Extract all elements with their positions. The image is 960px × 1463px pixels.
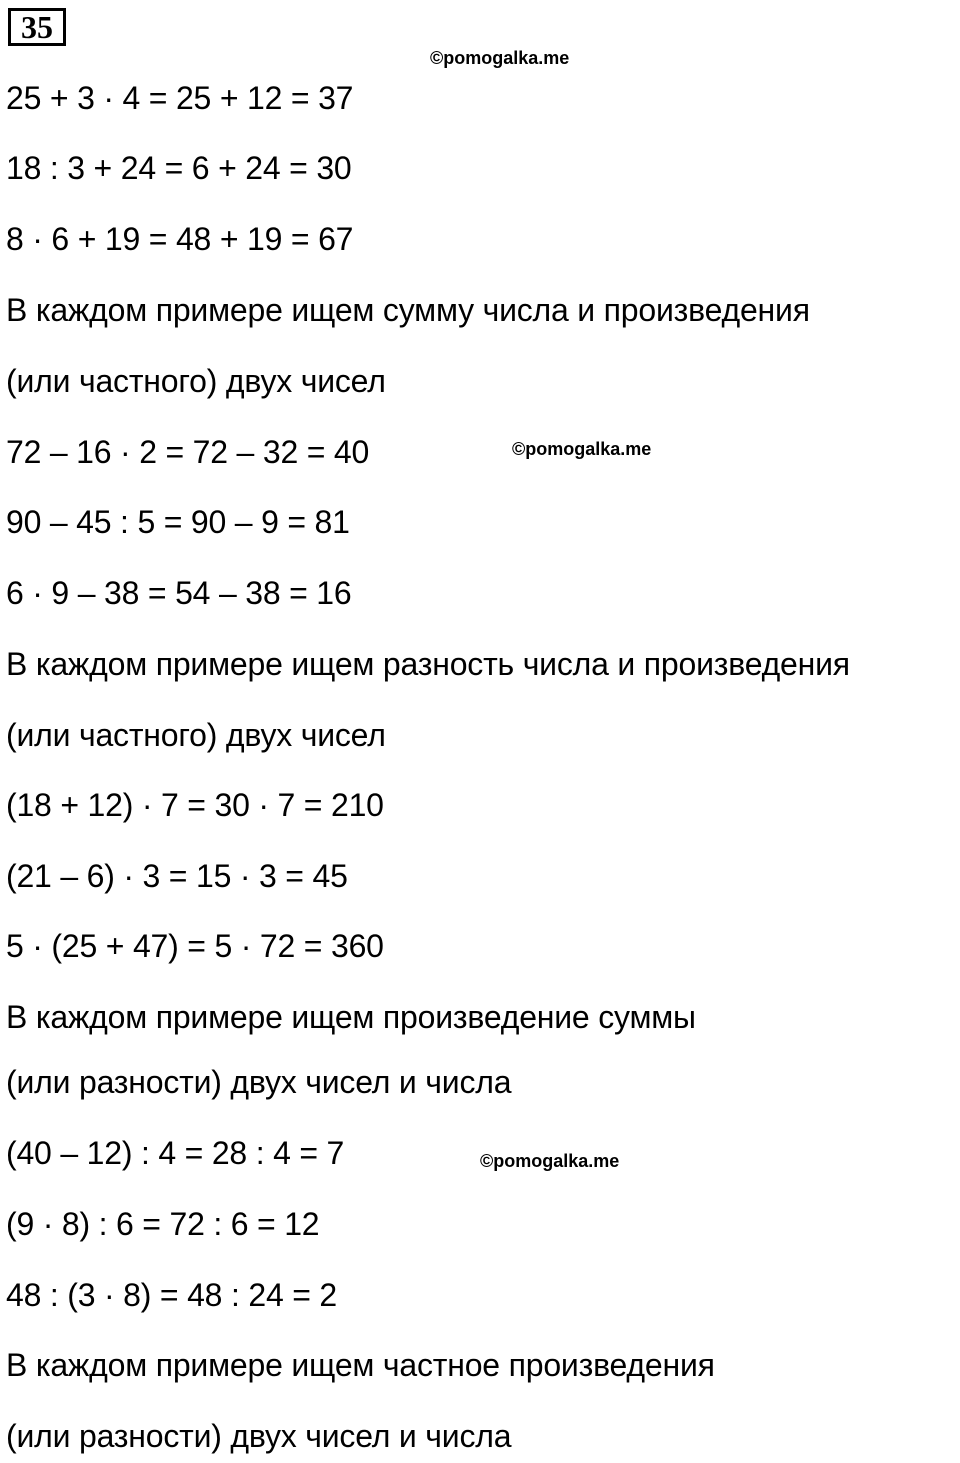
explanation-line: В каждом примере ищем произведение суммы xyxy=(6,999,696,1035)
watermark: ©pomogalka.me xyxy=(430,48,570,68)
example-line: 8 · 6 + 19 = 48 + 19 = 67 xyxy=(6,221,354,257)
example-line: 72 – 16 · 2 = 72 – 32 = 40 xyxy=(6,434,370,470)
explanation-line: В каждом примере ищем сумму числа и произведения xyxy=(6,292,810,328)
explanation-line: (или разности) двух чисел и числа xyxy=(6,1418,512,1454)
explanation-line: (или разности) двух чисел и числа xyxy=(6,1064,512,1100)
example-line: 6 · 9 – 38 = 54 – 38 = 16 xyxy=(6,575,352,611)
explanation-line: В каждом примере ищем разность числа и произведения xyxy=(6,646,850,682)
example-line: (9 · 8) : 6 = 72 : 6 = 12 xyxy=(6,1206,320,1242)
example-line: (18 + 12) · 7 = 30 · 7 = 210 xyxy=(6,787,384,823)
task-number-box: 35 xyxy=(8,8,66,46)
explanation-line: В каждом примере ищем частное произведения xyxy=(6,1347,715,1383)
explanation-line: (или частного) двух чисел xyxy=(6,363,386,399)
example-line: 25 + 3 · 4 = 25 + 12 = 37 xyxy=(6,80,354,116)
example-line: 18 : 3 + 24 = 6 + 24 = 30 xyxy=(6,150,352,186)
example-line: 48 : (3 · 8) = 48 : 24 = 2 xyxy=(6,1277,338,1313)
example-line: 90 – 45 : 5 = 90 – 9 = 81 xyxy=(6,504,350,540)
example-line: (40 – 12) : 4 = 28 : 4 = 7 xyxy=(6,1135,345,1171)
watermark: ©pomogalka.me xyxy=(512,439,652,459)
example-line: (21 – 6) · 3 = 15 · 3 = 45 xyxy=(6,858,348,894)
example-line: 5 · (25 + 47) = 5 · 72 = 360 xyxy=(6,928,384,964)
explanation-line: (или частного) двух чисел xyxy=(6,717,386,753)
watermark: ©pomogalka.me xyxy=(480,1151,620,1171)
